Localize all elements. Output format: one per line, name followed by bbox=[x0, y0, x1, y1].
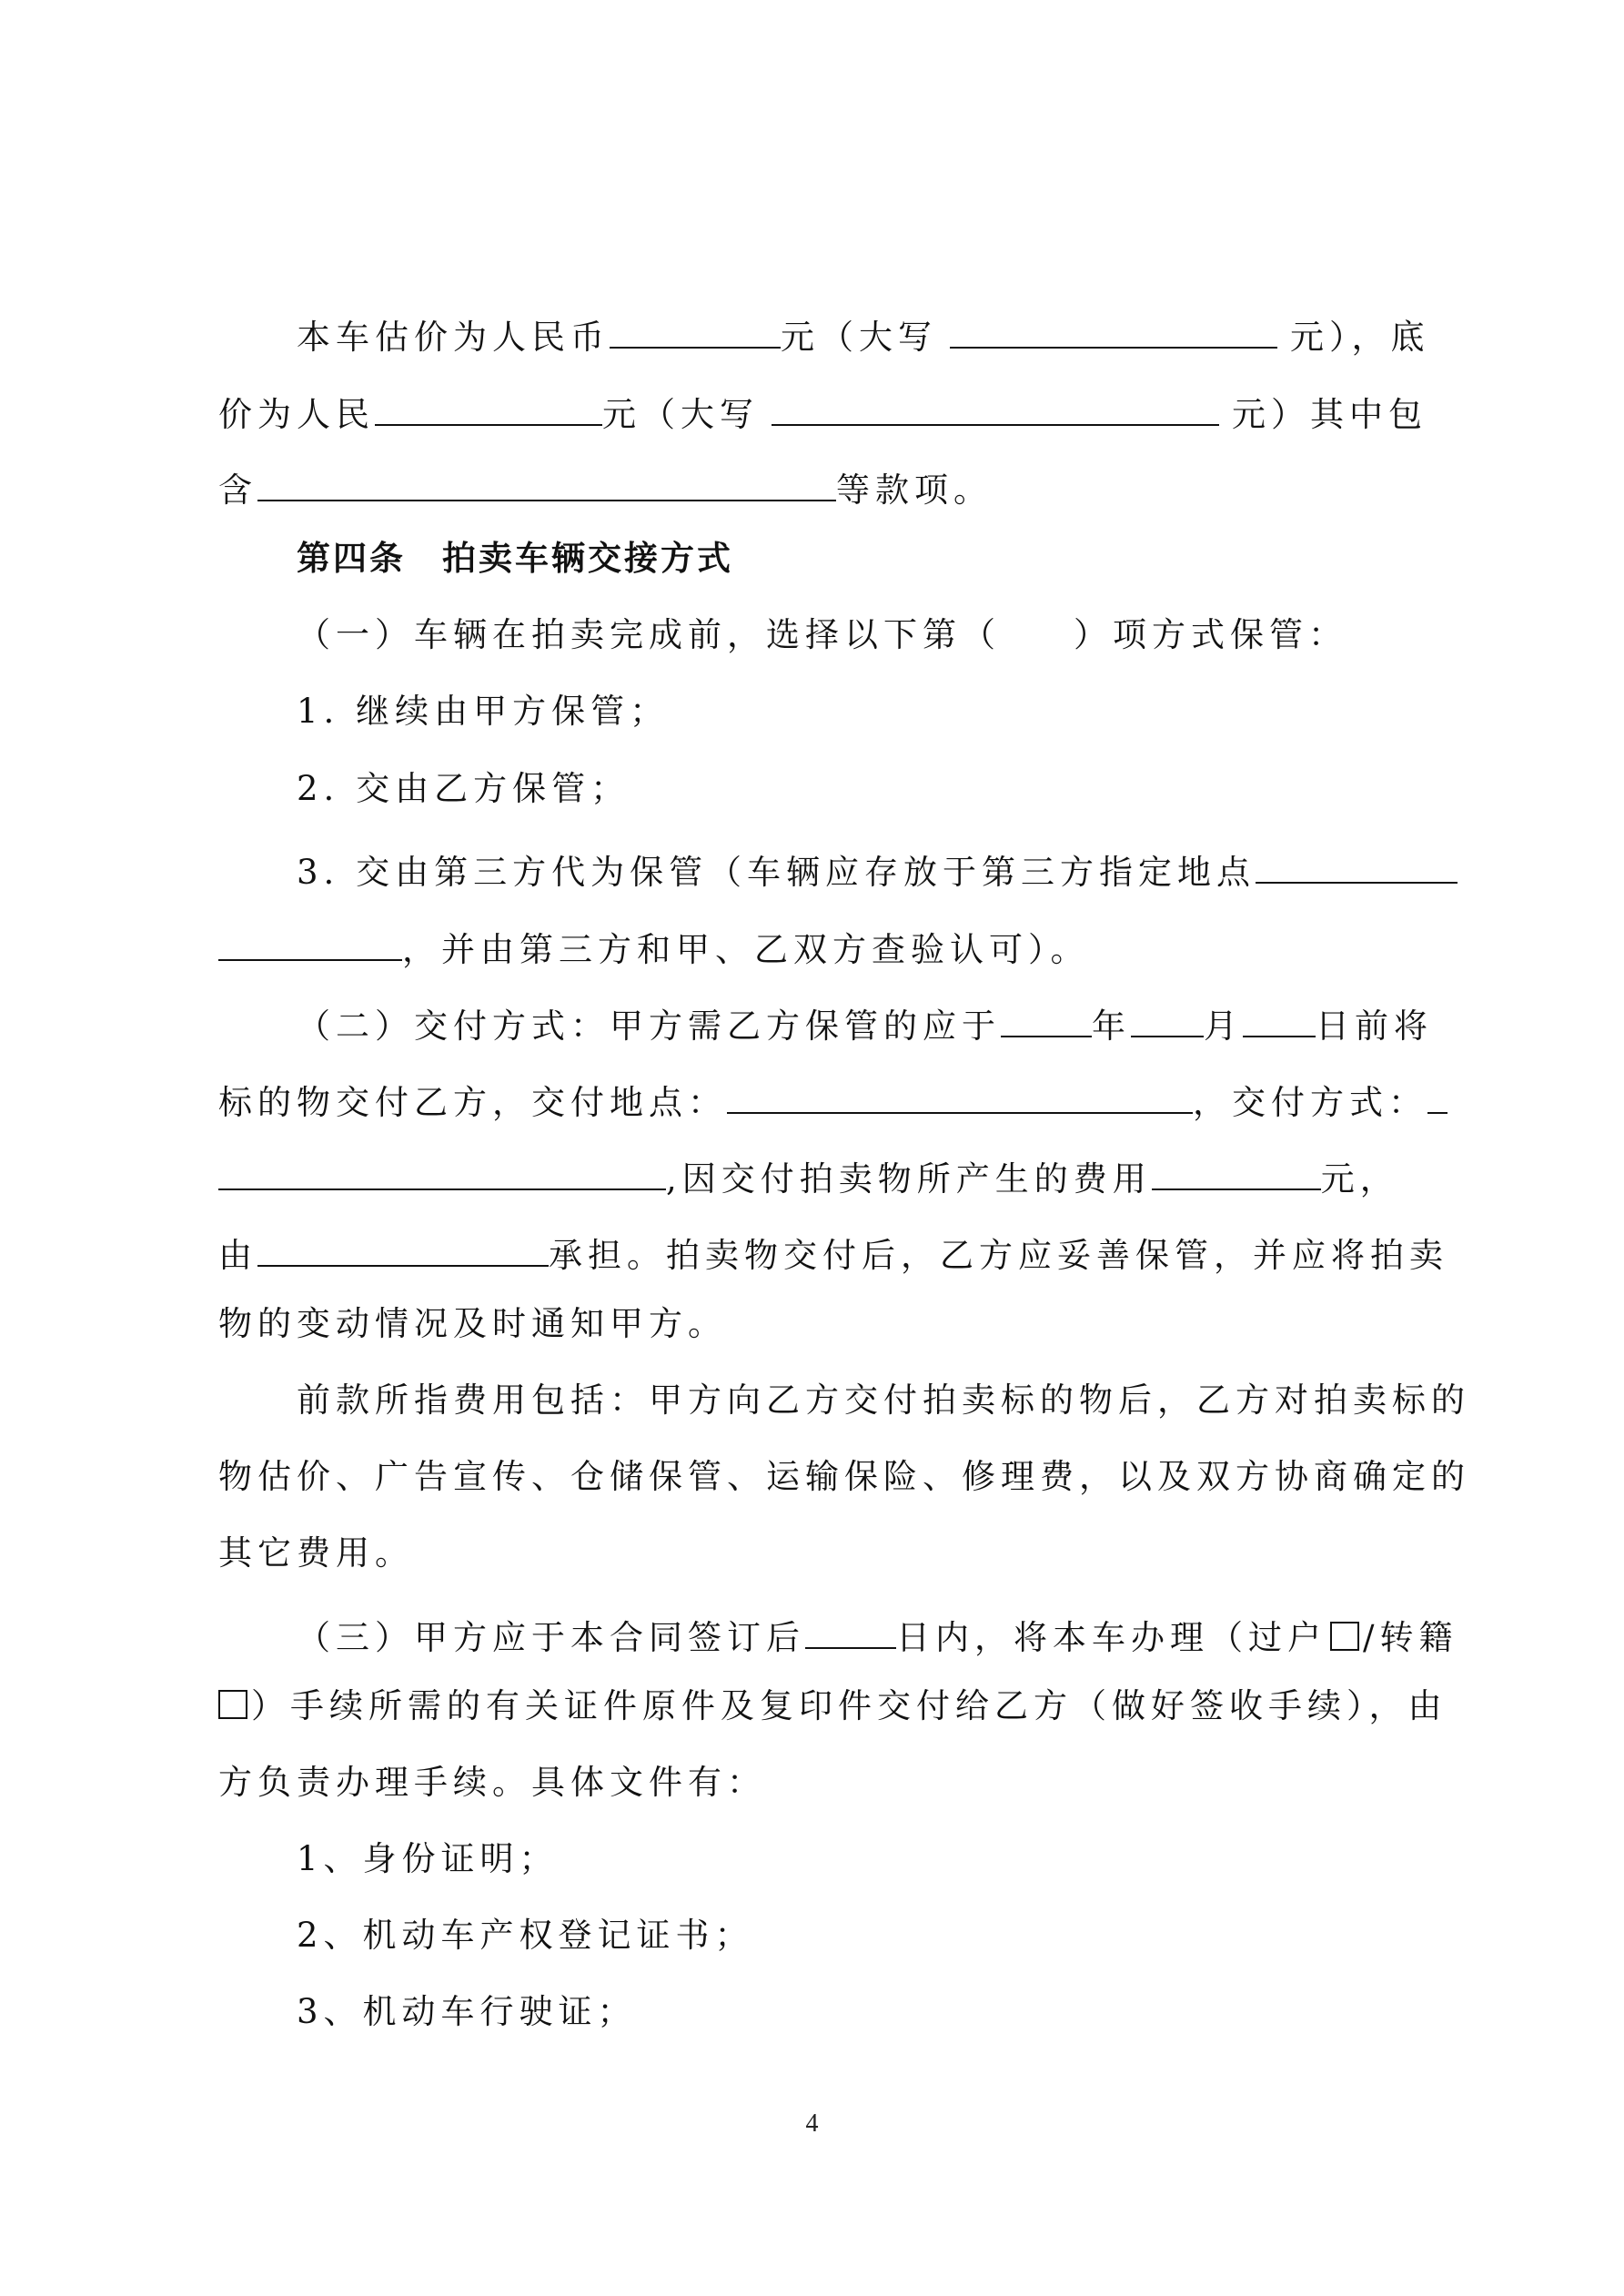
price-blank bbox=[610, 307, 781, 349]
price-uppercase-blank bbox=[950, 307, 1277, 349]
article-4-heading: 第四条 拍卖车辆交接方式 bbox=[297, 539, 733, 578]
included-items-blank bbox=[257, 460, 836, 501]
delivery-cost-blank bbox=[1152, 1148, 1321, 1190]
storage-location-blank bbox=[1256, 842, 1458, 884]
section-3-line-3: 方负责办理手续。具体文件有： bbox=[218, 1763, 766, 1802]
option-2: 2. 交由乙方保管； bbox=[297, 769, 630, 808]
section-1-line: （一）车辆在拍卖完成前，选择以下第（ ）项方式保管： bbox=[297, 615, 1347, 654]
price-text: 元（大写 bbox=[781, 318, 937, 357]
section-3-line-2: ）手续所需的有关证件原件及复印件交付给乙方（做好签收手续），由 bbox=[218, 1684, 1415, 1729]
price-text: 元），底 bbox=[1290, 318, 1430, 357]
fee-line-2: 物估价、广告宣传、仓储保管、运输保险、修理费，以及双方协商确定的 bbox=[218, 1457, 1470, 1496]
year-blank bbox=[1001, 996, 1092, 1037]
storage-location-blank-cont bbox=[218, 919, 402, 961]
reserve-price-blank bbox=[375, 384, 602, 426]
day-blank bbox=[1243, 996, 1316, 1037]
section-2-line-4: 由 承担。拍卖物交付后，乙方应妥善保管，并应将拍卖 bbox=[218, 1225, 1415, 1270]
document-item-3: 3、机动车行驶证； bbox=[297, 1992, 637, 2031]
document-item-2: 2、机动车产权登记证书； bbox=[297, 1916, 754, 1955]
price-line-2 bbox=[218, 384, 1427, 434]
section-3-line-1: （三）甲方应于本合同签订后 日内，将本车办理（过户 /转籍 bbox=[218, 1607, 1415, 1653]
option-1: 1. 继续由甲方保管； bbox=[297, 692, 670, 731]
delivery-method-blank-cont bbox=[218, 1148, 666, 1190]
price-text: 价为人民 bbox=[218, 395, 375, 434]
cost-bearer-blank bbox=[257, 1225, 549, 1267]
price-text: 元（大写 bbox=[602, 395, 759, 434]
fee-line-1: 前款所指费用包括：甲方向乙方交付拍卖标的物后，乙方对拍卖标的 bbox=[297, 1381, 1470, 1420]
price-text: 含 bbox=[218, 470, 257, 510]
price-line-3 bbox=[218, 460, 1415, 510]
month-blank bbox=[1131, 996, 1204, 1037]
relocation-checkbox[interactable] bbox=[218, 1690, 247, 1719]
document-item-1: 1、身份证明； bbox=[297, 1839, 559, 1878]
section-2-line-2: 标的物交付乙方，交付地点： ，交付方式： bbox=[218, 1072, 1415, 1118]
page-number: 4 bbox=[805, 2109, 819, 2138]
option-3-line-1: 3. 交由第三方代为保管（车辆应存放于第三方指定地点 bbox=[218, 842, 1415, 887]
days-blank bbox=[805, 1607, 896, 1649]
option-3-line-2: ，并由第三方和甲、乙双方查验认可）。 bbox=[218, 919, 1415, 965]
section-2-line-5: 物的变动情况及时通知甲方。 bbox=[218, 1304, 727, 1343]
delivery-method-blank bbox=[1427, 1072, 1447, 1114]
delivery-place-blank bbox=[727, 1072, 1193, 1114]
price-line-1 bbox=[218, 307, 1430, 357]
reserve-uppercase-blank bbox=[772, 384, 1219, 426]
section-2-line-1: （二）交付方式：甲方需乙方保管的应于 年 月 日前将 bbox=[218, 996, 1415, 1041]
section-2-line-3: ,因交付拍卖物所产生的费用 元， bbox=[218, 1148, 1415, 1194]
price-text: 等款项。 bbox=[836, 470, 993, 510]
fee-line-3: 其它费用。 bbox=[218, 1533, 414, 1573]
price-text: 本车估价为人民币 bbox=[297, 318, 610, 357]
price-text: 元）其中包 bbox=[1232, 395, 1427, 434]
transfer-checkbox[interactable] bbox=[1330, 1622, 1359, 1651]
